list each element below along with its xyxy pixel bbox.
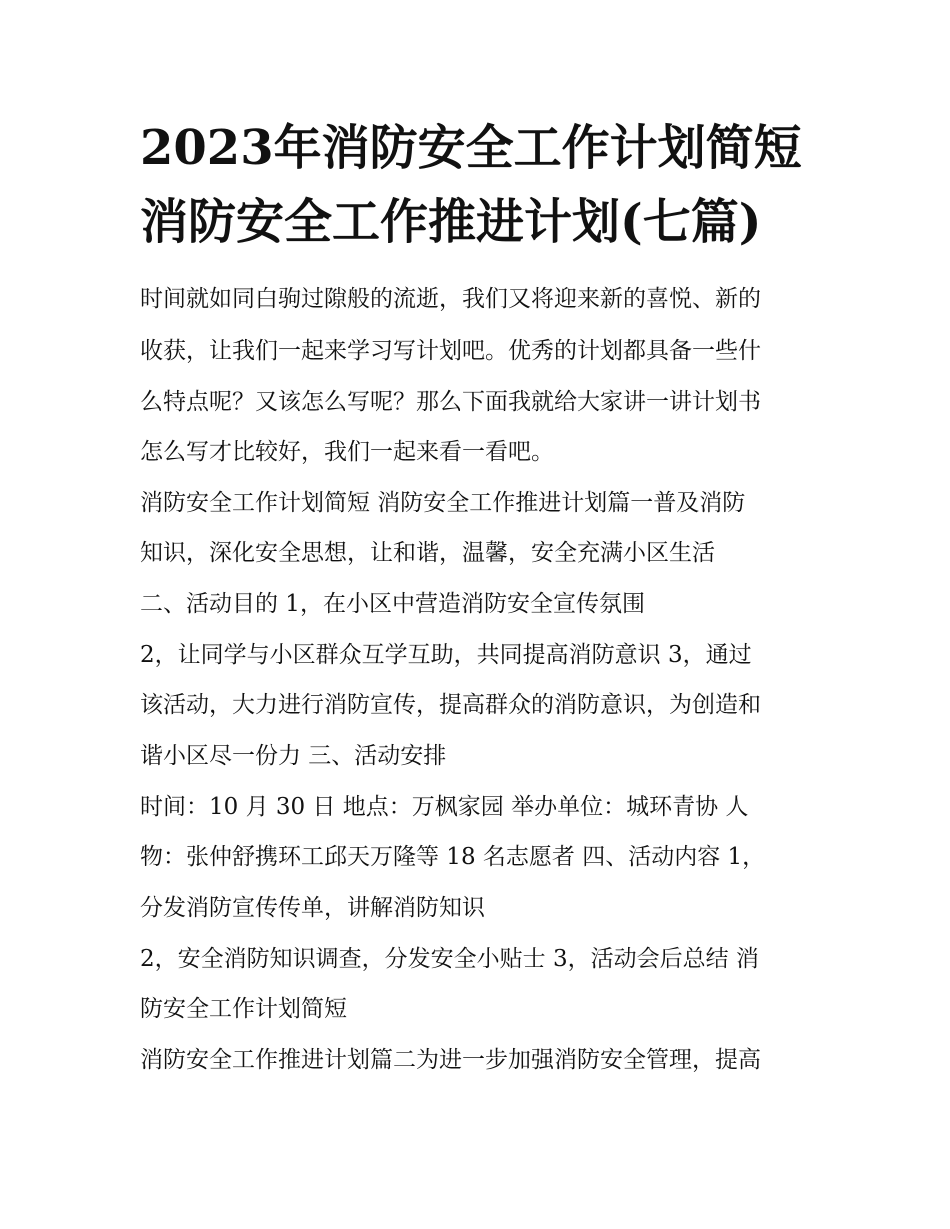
body-line: 分发消防宣传传单，讲解消防知识	[140, 895, 485, 921]
body-line: 怎么写才比较好，我们一起来看一看吧。	[140, 439, 554, 465]
body-line: 消防安全工作推进计划篇二为进一步加强消防安全管理，提高	[140, 1047, 761, 1073]
body-line: 2，安全消防知识调查，分发安全小贴士 3，活动会后总结 消	[140, 946, 759, 972]
body-line: 收获，让我们一起来学习写计划吧。优秀的计划都具备一些什	[140, 338, 761, 364]
body-line: 知识，深化安全思想，让和谐，温馨，安全充满小区生活	[140, 540, 715, 566]
body-line: 时间就如同白驹过隙般的流逝，我们又将迎来新的喜悦、新的	[140, 286, 761, 312]
body-line: 该活动，大力进行消防宣传，提高群众的消防意识，为创造和	[140, 692, 761, 718]
body-line: 2，让同学与小区群众互学互助，共同提高消防意识 3，通过	[140, 642, 752, 668]
title-text: 年消防安全工作计划简短	[273, 120, 802, 176]
document-title-line-1	[140, 118, 830, 178]
document-title-line-2: 消防安全工作推进计划(七篇)	[140, 194, 762, 250]
body-line: 防安全工作计划简短	[140, 996, 347, 1022]
body-line: 消防安全工作计划简短 消防安全工作推进计划篇一普及消防	[140, 490, 746, 516]
body-line: 物：张仲舒携环工邱天万隆等 18 名志愿者 四、活动内容 1，	[140, 844, 766, 870]
title-year: 2023	[140, 120, 274, 176]
body-line: 时间：10 月 30 日 地点：万枫家园 举办单位：城环青协 人	[140, 794, 749, 820]
body-line: 谐小区尽一份力 三、活动安排	[140, 743, 447, 769]
body-line: 么特点呢？又该怎么写呢？那么下面我就给大家讲一讲计划书	[140, 389, 761, 415]
body-line: 二、活动目的 1，在小区中营造消防安全宣传氛围	[140, 591, 645, 617]
